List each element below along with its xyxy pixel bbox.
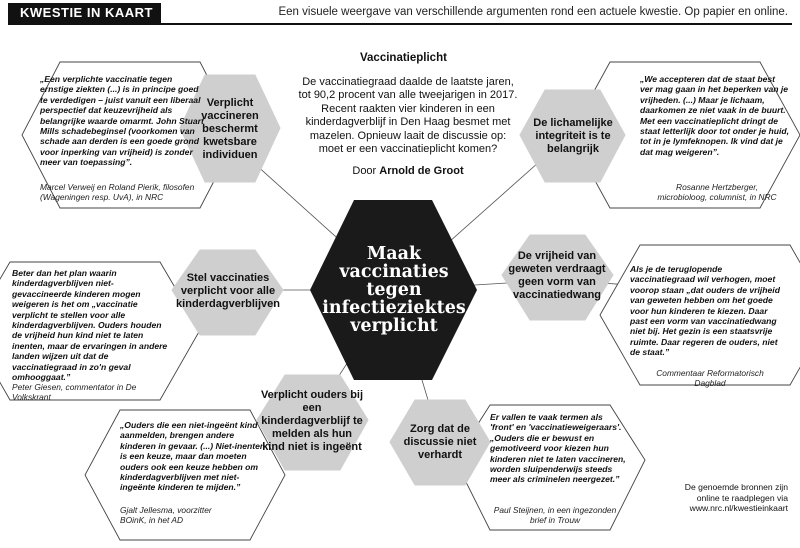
quote-2-text: Beter dan het plan waarin kinderdagverblijven niet-gevaccineerde kinderen mogen weigeren is het om „vaccinatie verplicht te stellen voor alle kinderdagverblijven. Ouders houden de vrijheid hun kind niet te laten inenten, maar de ervaringen in andere landen wijzen uit dat de vaccinatiegraad in zo'n geval omhooggaat.” (12, 268, 168, 383)
section-tag: KWESTIE IN KAART (8, 3, 161, 23)
argument-5-label: De vrijheid van geweten verdraagt geen vorm van vaccinatiedwang (508, 250, 606, 301)
argument-2-label: Stel vaccinaties verplicht voor alle kinderdagverblijven (176, 271, 280, 310)
quote-6-attribution: Paul Steijnen, in een ingezonden brief in Trouw (493, 505, 617, 526)
center-claim: Maak vaccinaties tegen infectieziektes verplicht (322, 244, 466, 336)
quote-5-attribution: Commentaar Reformatorisch Dagblad (656, 368, 764, 389)
intro-text: De vaccinatiegraad daalde de laatste jaren, tot 90,2 procent van alle tweejarigen in 2017. Recent raakten vier kinderen in een kinderdagverblijf in Den Haag besmet met mazelen. Opnieuw laait de discussie op: moet er een vaccinatieplicht komen? (298, 76, 518, 156)
argument-4-label: De lichamelijke integriteit is te belangrijk (533, 116, 613, 155)
byline (298, 165, 518, 177)
author: Arnold de Groot (379, 165, 464, 177)
quote-5-text: Als je de teruglopende vaccinatiegraad wil verhogen, moet voorop staan „dat ouders de vrijheid van geweten hebben om het goede voor hun kinderen te kiezen. Daar past een vorm van vaccinatiedwang niet bij. Het gezin is een staatsvrije ruimte. Daar regeren de ouders, niet de staat.” (630, 264, 780, 358)
argument-1-label: Verplicht vaccineren beschermt kwetsbare individuen (201, 96, 259, 161)
sources-note: De genoemde bronnen zijn online te raadplegen via www.nrc.nl/kwestieinkaart (684, 482, 788, 514)
quote-1-attribution: Marcel Verweij en Roland Pierik, filosofen (Wageningen resp. UvA), in NRC (40, 182, 195, 203)
argument-6-label: Zorg dat de discussie niet verhardt (403, 422, 477, 461)
quote-6-text: Er vallen te vaak termen als 'front' en 'vaccinatieweigeraars'. „Ouders die er bewust en gemotiveerd voor kiezen hun kinderen niet te laten vaccineren, worden sluipenderwijs steeds meer als criminelen neergezet.” (490, 412, 626, 485)
quote-1-text: „Een verplichte vaccinatie tegen ernstige ziekten (...) is in principe goed te verdedigen – juist vanuit een liberaal perspectief dat keuzevrijheid als belangrijke waarde omarmt. John Stuart Mills schadebeginsel (voorkomen van schade aan derden is een goede grond voor inperking van vrijheid) is zonder meer van toepassing”. (40, 74, 204, 168)
quote-4-text: „We accepteren dat de staat best ver mag gaan in het beperken van je vrijheden. (...) Maar je lichaam, daarkomen ze niet vaak in de buurt. Met een vaccinatieplicht dringt de staat letterlijk door tot onder je huid, tot in je lymfeknopen. Ik vind dat je dat mag weigeren”. (640, 74, 789, 157)
quote-3-attribution: Gjalt Jellesma, voorzitter BOinK, in het AD (120, 505, 212, 526)
quote-2-attribution: Peter Giesen, commentator in De Volkskrant (12, 382, 137, 403)
quote-3-text: „Ouders die een niet-ingeënt kind aanmelden, brengen andere kinderen in gevaar. (...) Niet-inenten is een keuze, maar dan moeten ouders ook een keuze hebben om kinderdagverblijven met niet-ingeënte kinderen te mijden.” (120, 420, 266, 493)
topic-title: Vaccinatieplicht (360, 52, 447, 64)
section-subtitle: Een visuele weergave van verschillende argumenten rond een actuele kwestie. Op papier en online. (278, 6, 788, 18)
quote-4-attribution: Rosanne Hertzberger, microbioloog, columnist, in NRC (657, 182, 777, 203)
byline-prefix: Door (352, 165, 380, 177)
argument-3-label: Verplicht ouders bij een kinderdagverblijf te melden als hun kind niet is ingeënt (260, 388, 364, 453)
